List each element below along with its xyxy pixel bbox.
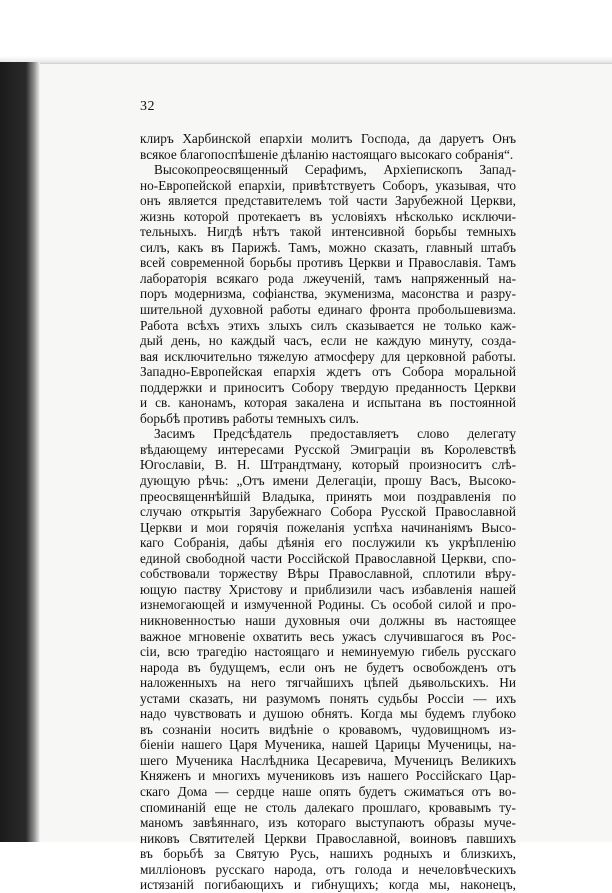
text-line: борьбѣ противъ работы темныхъ силъ. (140, 410, 359, 426)
text-line: тельныхъ. Нигдѣ нѣтъ такой интенсивной борьбы темныхъ (140, 224, 516, 240)
text-line: собствовали торжеству Вѣры Православной, сплотили вѣру- (140, 566, 516, 582)
text-line: маномъ завѣяннаго, изъ котораго выступаютъ образы муче- (140, 815, 516, 831)
text-line: народа въ будущемъ, если онъ не будетъ освобожденъ отъ (140, 659, 516, 675)
page-number: 32 (140, 99, 155, 114)
text-line: каго Собранія, дабы дѣянія его послужили къ укрѣпленію (140, 535, 516, 551)
text-line: скаго Дома — сердце наше опять будетъ сжиматься отъ во- (140, 783, 516, 799)
text-line: ющую паству Христову и приблизили часъ избавленія нашей (140, 581, 516, 597)
text-line: въ борьбѣ за Святую Русь, нашихъ родныхъ и близкихъ, (140, 846, 516, 862)
text-line: клиръ Харбинской епархіи молитъ Господа, да даруетъ Онъ (140, 131, 516, 146)
text-line: Югославіи, В. Н. Штрандтману, который произноситъ слѣ- (140, 457, 516, 473)
text-line: дующую рѣчь: „Отъ имени Делегаціи, прошу Васъ, Высоко- (140, 473, 516, 489)
text-line: дый день, но каждый часъ, если не каждую минуту, созда- (140, 333, 516, 349)
text-line: вѣдающему интересами Русской Эмиграціи въ Королевствѣ (140, 441, 516, 457)
text-line: милліоновъ русскаго народа, отъ голода и нечеловѣческихъ (140, 861, 516, 877)
text-line: Церкви и мои горячія пожеланія успѣха начинаніямъ Высо- (140, 519, 516, 535)
text-line: случаю открытія Зарубежнаго Собора Русской Православной (140, 504, 516, 520)
text-line: споминаній еще не столь далекаго прошлаго, кровавымъ ту- (140, 799, 516, 815)
text-line: всей современной борьбы противъ Церкви и Православія. Тамъ (140, 255, 516, 271)
text-line: важное мгновеніе охватить весь ужасъ случившагося въ Рос- (140, 628, 516, 644)
text-line: Княженъ и многихъ мучениковъ изъ нашего Россійскаго Цар- (140, 768, 516, 784)
text-line: наложенныхъ на него тягчайшихъ цѣпей дьявольскихъ. Ни (140, 675, 516, 691)
text-line: никовъ Святителей Церкви Православной, воиновъ павшихъ (140, 830, 516, 846)
text-line: силъ, какъ въ Парижѣ. Тамъ, можно сказать, главный штабъ (140, 239, 516, 255)
body-text (140, 131, 516, 893)
text-line: шего Мученика Наслѣдника Цесаревича, Мученицъ Великихъ (140, 752, 516, 768)
text-line: всякое благопоспѣшеніе дѣланію настоящаго высокаго собранія“. (140, 146, 514, 162)
text-line: Работа всѣхъ этихъ злыхъ силъ сказывается не только каж- (140, 317, 516, 333)
scan-left-shadow (0, 62, 40, 842)
text-line: истязаній погибающихъ и гибнущихъ; когда мы, наконецъ, (140, 877, 516, 893)
text-line: Высокопреосвященный Серафимъ, Архіепископъ Запад- (154, 162, 516, 178)
text-line: поръ модернизма, софіанства, экуменизма, масонства и разру- (140, 286, 516, 302)
scan-top-margin (0, 0, 612, 64)
text-line: поддержки и приноситъ Собору твердую преданность Церкви (140, 379, 516, 395)
text-line: лабораторія всякаго рода лжеученій, тамъ напряженный на- (140, 270, 516, 286)
text-line: единой свободной части Россійской Православной Церкви, спо- (140, 550, 516, 566)
text-line: жизнь которой протекаетъ въ условіяхъ нѣсколько исключи- (140, 208, 516, 224)
text-line: никновенностью наши духовныя очи должны въ настоящее (140, 612, 516, 628)
text-line: онъ является представителемъ той части Зарубежной Церкви, (140, 193, 516, 209)
text-line: и св. канонамъ, которая закалена и испытана въ постоянной (140, 395, 516, 411)
text-line: біеніи нашего Царя Мученика, нашей Царицы Мученицы, на- (140, 737, 516, 753)
text-line: преосвященнѣйшій Владыка, принять мои поздравленія по (140, 488, 516, 504)
text-line: устами сказать, ни разумомъ понять судьбы Россіи — ихъ (140, 690, 516, 706)
text-line: надо чувствовать и душою обнять. Когда мы будемъ глубоко (140, 706, 516, 722)
text-line: сіи, всю трагедію настоящаго и неминуемую гибель русскаго (140, 644, 516, 660)
text-line: вая исключительно тяжелую атмосферу для церковной работы. (140, 348, 516, 364)
text-line: Засимъ Предсѣдатель предоставляетъ слово делегату (154, 426, 516, 442)
text-line: шительной духовной работы единаго фронта пробольшевизма. (140, 302, 516, 318)
text-line: но-Европейской епархіи, привѣтствуетъ Соборъ, указывая, что (140, 177, 516, 193)
text-line: въ сознаніи носить видѣніе о кровавомъ, чудовищномъ из- (140, 721, 516, 737)
text-line: изнемогающей и измученной Родины. Съ особой силой и про- (140, 597, 516, 613)
text-line: Западно-Европейская епархія ждетъ отъ Собора моральной (140, 364, 516, 380)
